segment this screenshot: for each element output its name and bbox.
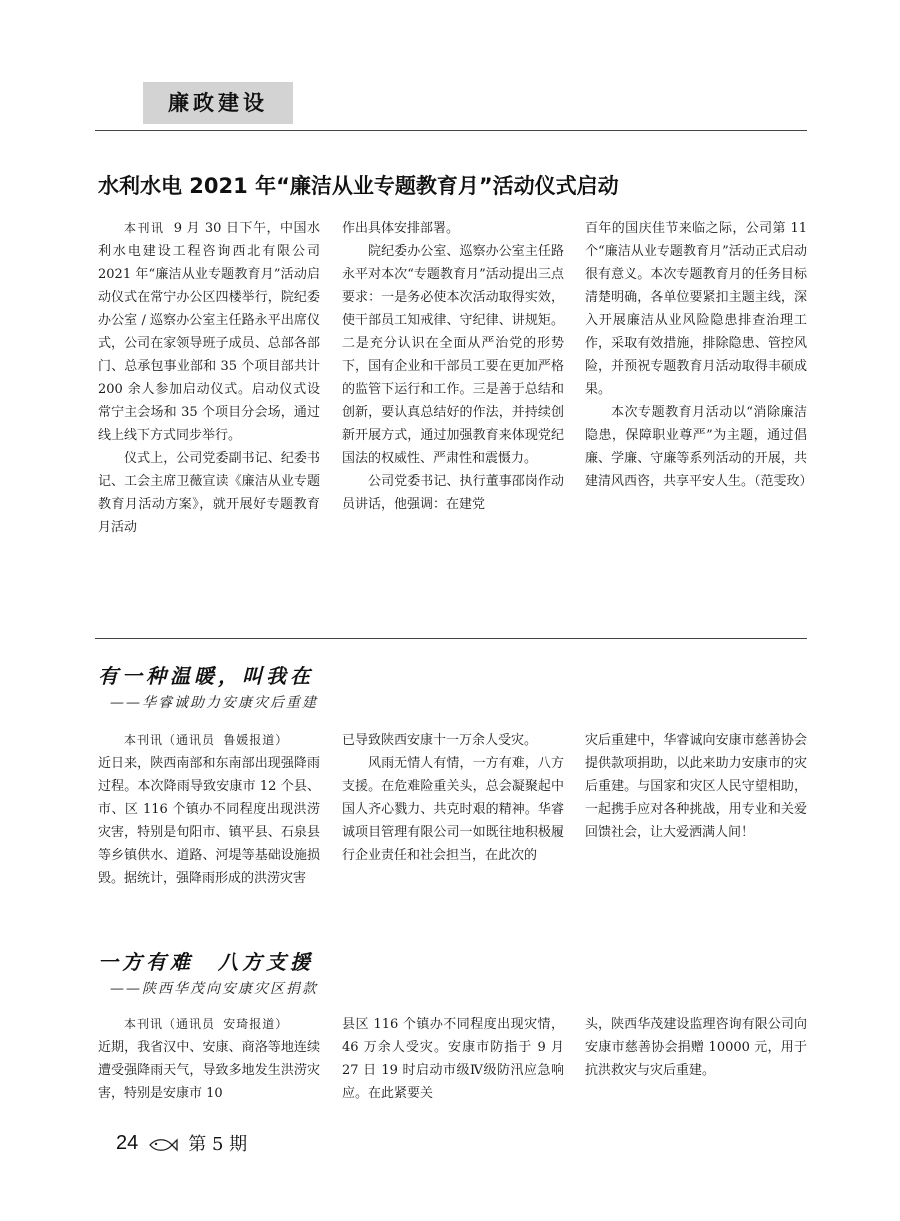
article-title: 一方有难 八方支援 [98, 950, 314, 974]
paragraph: 作出具体安排部署。 [342, 221, 460, 236]
byline: 本刊讯（通讯员 鲁媛报道） [124, 733, 289, 747]
page-number: 24 [116, 1131, 139, 1154]
page-footer [116, 1130, 247, 1156]
article2-column-2 [342, 729, 564, 867]
section-divider [95, 638, 807, 639]
paragraph: 已导致陕西安康十一万余人受灾。 [342, 733, 538, 748]
paragraph: 仪式上，公司党委副书记、纪委书记、工会主席卫薇宣读《廉洁从业专题教育月活动方案》，就开展好专题教育月活动 [98, 451, 320, 535]
paragraph: 百年的国庆佳节来临之际，公司第 11 个“廉洁从业专题教育月”活动正式启动很有意义。本次专题教育月的任务目标清楚明确，各单位要紧扣主题主线，深入开展廉洁从业风险隐患排查治理工作，采取有效措施，排除隐患、管控风险，并预祝专题教育月活动取得丰硕成果。 [585, 221, 807, 397]
paragraph [98, 729, 320, 752]
paragraph [98, 1013, 320, 1036]
paragraph: 县区 116 个镇办不同程度出现灾情，46 万余人受灾。安康市防指于 9 月 27 日 19 时启动市级Ⅳ级防汛应急响应。在此紧要关 [342, 1017, 564, 1101]
article-title: 有一种温暖，叫我在 [98, 664, 314, 688]
article-headline: 水利水电 2021 年“廉洁从业专题教育月”活动仪式启动 [98, 174, 619, 198]
paragraph: 院纪委办公室、巡察办公室主任路永平对本次“专题教育月”活动提出三点要求：一是务必使本次活动取得实效，使干部员工知戒律、守纪律、讲规矩。二是充分认识在全面从严治党的形势下，国有企业和干部员工要在更加严格的监管下运行和工作。三是善于总结和创新，要认真总结好的作法，并持续创新开展方式，通过加强教育来体现党纪国法的权威性、严肃性和震慑力。 [342, 244, 564, 466]
article-subtitle: ——华睿诚助力安康灾后重建 [110, 695, 318, 711]
article1-column-1 [98, 217, 320, 539]
fish-ornament-icon [148, 1136, 178, 1150]
paragraph: 近期，我省汉中、安康、商洛等地连续遭受强降雨天气，导致多地发生洪涝灾害，特别是安康市 10 [98, 1040, 320, 1101]
paragraph: 近日来，陕西南部和东南部出现强降雨过程。本次降雨导致安康市 12 个县、市、区 116 个镇办不同程度出现洪涝灾害，特别是旬阳市、镇平县、石泉县等乡镇供水、道路、河堤等基础设施损毁。据统计，强降雨形成的洪涝灾害 [98, 756, 320, 886]
section-tag: 廉政建设 [143, 82, 293, 124]
article1-column-3 [585, 217, 813, 493]
paragraph: 灾后重建中，华睿诚向安康市慈善协会提供款项捐助，以此来助力安康市的灾后重建。与国家和灾区人民守望相助，一起携手应对各种挑战，用专业和关爱回馈社会，让大爱洒满人间！ [585, 733, 807, 840]
article3-column-1 [98, 1013, 320, 1105]
byline: 本刊讯 [124, 221, 165, 235]
paragraph: 本次专题教育月活动以“消除廉洁隐患，保障职业尊严”为主题，通过倡廉、学廉、守廉等系列活动的开展，共建清风西咨，共享平安人生。（范雯玫） [585, 405, 813, 489]
byline: 本刊讯（通讯员 安琦报道） [124, 1017, 289, 1031]
header-rule [95, 130, 807, 131]
paragraph: 公司党委书记、执行董事邵岗作动员讲话，他强调：在建党 [342, 474, 564, 512]
article-subtitle: ——陕西华茂向安康灾区捐款 [110, 981, 318, 997]
article2-column-3 [585, 729, 807, 844]
article1-column-2 [342, 217, 564, 516]
article2-column-1 [98, 729, 320, 890]
issue-label: 第 5 期 [188, 1134, 248, 1155]
article3-column-3 [585, 1013, 807, 1082]
article3-column-2 [342, 1013, 564, 1105]
paragraph: 头，陕西华茂建设监理咨询有限公司向安康市慈善协会捐赠 10000 元，用于抗洪救灾与灾后重建。 [585, 1017, 807, 1078]
paragraph: 风雨无情人有情，一方有难，八方支援。在危难险重关头，总会凝聚起中国人齐心戮力、共克时艰的精神。华睿诚项目管理有限公司一如既往地积极履行企业责任和社会担当，在此次的 [342, 756, 564, 863]
paragraph: 本刊讯 9 月 30 日下午，中国水利水电建设工程咨询西北有限公司 2021 年“廉洁从业专题教育月”活动启动仪式在常宁办公区四楼举行，院纪委办公室 / 巡察办公室主任路永平出席仪式，公司在家领导班子成员、总部各部门、总承包事业部和 35 个项目部共计 200 余人参加启动仪式。启动仪式设常宁主会场和 35 个项目分会场，通过线上线下方式同步举行。 [98, 221, 320, 443]
